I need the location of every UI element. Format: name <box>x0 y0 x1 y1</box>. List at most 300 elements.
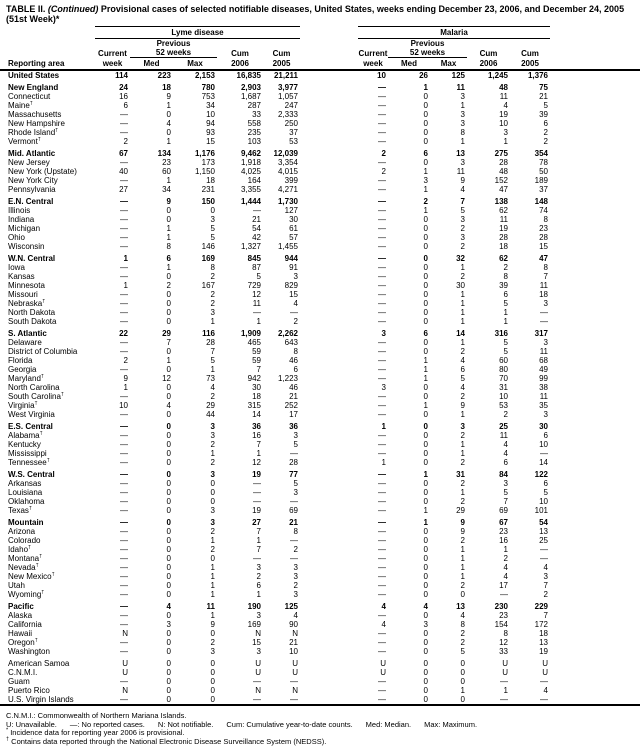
value-cell: 5 <box>210 356 215 365</box>
column-spacer <box>300 263 358 272</box>
lyme-52-weeks-label: 52 weeks <box>130 48 217 58</box>
reporting-area-cell: Kentucky <box>8 440 41 449</box>
value-cell: 1 <box>166 176 171 185</box>
value-cell: 0 <box>166 110 171 119</box>
table-row <box>0 506 640 515</box>
value-cell: 3 <box>543 299 548 308</box>
column-spacer <box>300 695 358 704</box>
value-cell: 2 <box>503 410 508 419</box>
value-cell: 17 <box>499 581 508 590</box>
reporting-area-cell: Missouri <box>8 290 38 299</box>
value-cell: 29 <box>456 506 465 515</box>
malaria-current-label: Current <box>358 48 388 58</box>
value-cell: 1 <box>210 449 215 458</box>
value-cell: 53 <box>289 137 298 146</box>
value-cell: 7 <box>256 545 261 554</box>
group-header-row <box>0 27 640 39</box>
value-cell: 167 <box>201 281 215 290</box>
table-row <box>0 272 640 281</box>
value-cell: 34 <box>206 101 215 110</box>
value-cell: U <box>380 659 386 668</box>
value-cell: 0 <box>423 488 428 497</box>
value-cell: 317 <box>534 329 548 338</box>
column-spacer <box>300 206 358 215</box>
value-cell: 46 <box>289 383 298 392</box>
value-cell: 0 <box>423 563 428 572</box>
value-cell: 154 <box>494 620 508 629</box>
value-cell: 8 <box>210 263 215 272</box>
value-cell: 10 <box>499 392 508 401</box>
notifiable-diseases-table <box>0 26 640 706</box>
right-margin-cell <box>550 110 640 119</box>
reporting-area-cell: Texas† <box>8 506 32 515</box>
column-spacer <box>300 479 358 488</box>
right-margin-cell <box>550 215 640 224</box>
value-cell: 28 <box>499 233 508 242</box>
value-cell: 19 <box>252 470 261 479</box>
value-cell: 1 <box>423 518 428 527</box>
value-cell: 3 <box>460 215 465 224</box>
value-cell: — <box>378 206 386 215</box>
value-cell: 125 <box>284 602 298 611</box>
value-cell: 1 <box>210 611 215 620</box>
value-cell: 3 <box>256 563 261 572</box>
lyme-cum-2005-label: Cum <box>272 48 291 58</box>
reporting-area-cell: West Virginia <box>8 410 55 419</box>
reporting-area-cell: North Dakota <box>8 308 56 317</box>
value-cell: 25 <box>499 422 508 431</box>
value-cell: 2,333 <box>277 110 298 119</box>
table-row <box>0 422 640 431</box>
value-cell: 4 <box>166 602 171 611</box>
table-row <box>0 254 640 263</box>
value-cell: 0 <box>210 686 215 695</box>
right-margin-cell <box>550 545 640 554</box>
value-cell: — <box>253 695 261 704</box>
value-cell: 19 <box>252 506 261 515</box>
value-cell: 54 <box>539 518 548 527</box>
value-cell: 6 <box>123 101 128 110</box>
value-cell: — <box>378 224 386 233</box>
column-spacer <box>300 440 358 449</box>
value-cell: 3 <box>210 647 215 656</box>
value-cell: 7 <box>210 347 215 356</box>
table-row <box>0 308 640 317</box>
value-cell: 0 <box>423 695 428 704</box>
dagger-marker: † <box>34 638 38 644</box>
value-cell: 315 <box>247 401 261 410</box>
value-cell: — <box>378 263 386 272</box>
column-spacer <box>300 506 358 515</box>
right-margin-cell <box>550 338 640 347</box>
table-row <box>0 611 640 620</box>
column-spacer <box>300 299 358 308</box>
value-cell: 2,262 <box>277 329 298 338</box>
reporting-area-cell: American Samoa <box>8 659 70 668</box>
value-cell: 0 <box>423 431 428 440</box>
value-cell: 2 <box>256 572 261 581</box>
value-cell: 29 <box>206 401 215 410</box>
table-row <box>0 518 640 527</box>
footnotes <box>0 706 640 746</box>
table-row <box>0 128 640 137</box>
dagger-marker: † <box>37 137 41 143</box>
reporting-area-cell: E.N. Central <box>8 197 54 206</box>
column-spacer <box>300 554 358 563</box>
value-cell: 1 <box>381 422 386 431</box>
value-cell: 169 <box>201 254 215 263</box>
right-margin-cell <box>550 383 640 392</box>
table-row <box>0 401 640 410</box>
value-cell: 77 <box>289 470 298 479</box>
reporting-area-cell: New York (Upstate) <box>8 167 77 176</box>
value-cell: 0 <box>423 242 428 251</box>
value-cell: 27 <box>252 518 261 527</box>
value-cell: 8 <box>543 263 548 272</box>
value-cell: 0 <box>166 365 171 374</box>
table-row <box>0 215 640 224</box>
value-cell: 1,245 <box>487 71 508 80</box>
right-margin-cell <box>550 158 640 167</box>
value-cell: 2 <box>210 527 215 536</box>
value-cell: 780 <box>201 83 215 92</box>
value-cell: 3 <box>381 383 386 392</box>
value-cell: 7 <box>543 272 548 281</box>
value-cell: 84 <box>499 470 508 479</box>
value-cell: 0 <box>423 458 428 467</box>
value-cell: 1 <box>256 449 261 458</box>
value-cell: 2 <box>210 440 215 449</box>
value-cell: 1 <box>166 101 171 110</box>
value-cell: 3 <box>293 488 298 497</box>
value-cell: 28 <box>499 158 508 167</box>
value-cell: — <box>378 233 386 242</box>
value-cell: — <box>378 347 386 356</box>
value-cell: 6 <box>503 290 508 299</box>
column-spacer <box>300 572 358 581</box>
value-cell: — <box>290 497 298 506</box>
value-cell: 2 <box>460 347 465 356</box>
table-body <box>0 71 640 704</box>
value-cell: 0 <box>166 317 171 326</box>
reporting-area-cell: Arkansas <box>8 479 42 488</box>
right-margin-cell <box>550 254 640 263</box>
column-spacer <box>300 215 358 224</box>
value-cell: 1 <box>256 536 261 545</box>
value-cell: 1 <box>123 383 128 392</box>
value-cell: 3 <box>166 620 171 629</box>
value-cell: — <box>120 470 128 479</box>
table-row <box>0 563 640 572</box>
right-margin-cell <box>550 410 640 419</box>
reporting-area-cell: Arizona <box>8 527 36 536</box>
right-margin-cell <box>550 224 640 233</box>
value-cell: 944 <box>284 254 298 263</box>
table-title <box>0 0 640 24</box>
value-cell: 2 <box>543 590 548 599</box>
value-cell: 0 <box>423 440 428 449</box>
lyme-disease-group-header: Lyme disease <box>95 27 300 39</box>
right-margin-cell <box>550 638 640 647</box>
value-cell: 316 <box>494 329 508 338</box>
value-cell: 60 <box>162 167 171 176</box>
value-cell: 2 <box>381 149 386 158</box>
value-cell: 150 <box>201 197 215 206</box>
value-cell: 46 <box>289 356 298 365</box>
column-spacer <box>300 668 358 677</box>
value-cell: 0 <box>166 629 171 638</box>
value-cell: 8 <box>503 272 508 281</box>
value-cell: — <box>120 215 128 224</box>
reporting-area-cell: Louisiana <box>8 488 43 497</box>
value-cell: 0 <box>423 581 428 590</box>
value-cell: 23 <box>539 224 548 233</box>
value-cell: — <box>253 554 261 563</box>
value-cell: — <box>378 686 386 695</box>
value-cell: 13 <box>539 638 548 647</box>
column-spacer <box>300 686 358 695</box>
value-cell: 80 <box>499 365 508 374</box>
right-margin-cell <box>550 299 640 308</box>
value-cell: 0 <box>166 695 171 704</box>
reporting-area-cell: New England <box>8 83 59 92</box>
column-spacer <box>300 581 358 590</box>
value-cell: — <box>540 677 548 686</box>
value-cell: 230 <box>494 602 508 611</box>
column-spacer <box>300 365 358 374</box>
value-cell: 16 <box>252 431 261 440</box>
value-cell: 7 <box>543 611 548 620</box>
value-cell: 99 <box>539 374 548 383</box>
value-cell: 1,687 <box>240 92 261 101</box>
value-cell: 729 <box>247 281 261 290</box>
value-cell: 8 <box>503 629 508 638</box>
value-cell: — <box>120 620 128 629</box>
footnote-cnmi: C.N.M.I.: Commonwealth of Northern Mariana Islands. <box>6 711 187 720</box>
value-cell: 1 <box>460 338 465 347</box>
value-cell: 16 <box>119 92 128 101</box>
column-spacer <box>300 149 358 158</box>
value-cell: — <box>378 431 386 440</box>
value-cell: 2,153 <box>194 71 215 80</box>
value-cell: — <box>378 527 386 536</box>
right-margin-cell <box>550 233 640 242</box>
column-spacer <box>300 185 358 194</box>
dagger-marker: † <box>51 572 55 578</box>
value-cell: 9 <box>166 197 171 206</box>
value-cell: 0 <box>166 458 171 467</box>
right-margin-cell <box>550 497 640 506</box>
reporting-area-cell: Delaware <box>8 338 42 347</box>
value-cell: 62 <box>499 206 508 215</box>
value-cell: 1 <box>210 365 215 374</box>
table-row <box>0 158 640 167</box>
value-cell: — <box>540 554 548 563</box>
table-row <box>0 197 640 206</box>
reporting-area-cell: Mountain <box>8 518 44 527</box>
reporting-area-cell: Tennessee† <box>8 458 50 467</box>
value-cell: 1 <box>423 167 428 176</box>
value-cell: 6 <box>423 329 428 338</box>
table-row <box>0 668 640 677</box>
right-margin-cell <box>550 563 640 572</box>
value-cell: 5 <box>293 440 298 449</box>
column-spacer <box>300 137 358 146</box>
value-cell: 275 <box>494 149 508 158</box>
right-margin-cell <box>550 620 640 629</box>
legend-not-notifiable: N: Not notifiable. <box>157 719 214 729</box>
malaria-2006-label: 2006 <box>479 59 498 68</box>
value-cell: 3 <box>460 92 465 101</box>
value-cell: 1 <box>423 356 428 365</box>
legend-no-reported-cases: —: No reported cases. <box>69 719 145 729</box>
value-cell: 0 <box>166 383 171 392</box>
value-cell: — <box>378 83 386 92</box>
value-cell: 39 <box>499 281 508 290</box>
value-cell: 10 <box>377 71 386 80</box>
value-cell: 7 <box>256 440 261 449</box>
value-cell: — <box>378 536 386 545</box>
value-cell: 11 <box>539 347 548 356</box>
column-spacer <box>300 647 358 656</box>
value-cell: 1,176 <box>194 149 215 158</box>
reporting-area-cell: Guam <box>8 677 30 686</box>
value-cell: 0 <box>210 497 215 506</box>
value-cell: 21,211 <box>273 71 298 80</box>
lyme-max-label: Max <box>187 59 203 68</box>
value-cell: — <box>378 92 386 101</box>
right-margin-cell <box>550 401 640 410</box>
column-spacer <box>300 110 358 119</box>
right-margin-cell <box>550 479 640 488</box>
value-cell: 0 <box>423 101 428 110</box>
table-row <box>0 83 640 92</box>
value-cell: 0 <box>423 590 428 599</box>
value-cell: — <box>120 110 128 119</box>
reporting-area-cell: Hawaii <box>8 629 33 638</box>
reporting-area-header: Reporting area <box>8 59 65 68</box>
value-cell: 32 <box>456 254 465 263</box>
reporting-area-cell: Illinois <box>8 206 31 215</box>
column-spacer <box>300 659 358 668</box>
value-cell: 101 <box>534 506 548 515</box>
column-spacer <box>300 470 358 479</box>
value-cell: — <box>120 338 128 347</box>
table-row <box>0 101 640 110</box>
reporting-area-cell: United States <box>8 71 60 80</box>
value-cell: — <box>378 242 386 251</box>
table-row <box>0 440 640 449</box>
value-cell: 1 <box>460 410 465 419</box>
value-cell: 0 <box>166 347 171 356</box>
value-cell: 2 <box>460 497 465 506</box>
value-cell: 1 <box>460 101 465 110</box>
value-cell: — <box>120 308 128 317</box>
value-cell: 33 <box>252 110 261 119</box>
right-margin-cell <box>550 611 640 620</box>
value-cell: 0 <box>423 254 428 263</box>
column-spacer <box>300 338 358 347</box>
title-text: Provisional cases of selected notifiable diseases, United States, weeks ending December 23, 2006, and December 24, 2005 (51st Week)* <box>6 4 625 24</box>
value-cell: — <box>378 158 386 167</box>
value-cell: 1 <box>210 590 215 599</box>
value-cell: — <box>378 410 386 419</box>
value-cell: N <box>255 686 261 695</box>
value-cell: 4 <box>460 185 465 194</box>
value-cell: 0 <box>166 215 171 224</box>
value-cell: 18 <box>539 629 548 638</box>
reporting-area-cell: Georgia <box>8 365 37 374</box>
value-cell: 8 <box>166 242 171 251</box>
value-cell: 1 <box>460 263 465 272</box>
value-cell: 36 <box>252 422 261 431</box>
value-cell: 172 <box>534 620 548 629</box>
value-cell: — <box>120 317 128 326</box>
value-cell: 122 <box>534 470 548 479</box>
value-cell: 1 <box>460 308 465 317</box>
dagger-marker: † <box>55 128 59 134</box>
value-cell: 12 <box>499 638 508 647</box>
dagger-marker: † <box>39 554 43 560</box>
value-cell: — <box>378 317 386 326</box>
value-cell: — <box>120 581 128 590</box>
value-cell: 53 <box>499 401 508 410</box>
value-cell: 0 <box>210 659 215 668</box>
value-cell: — <box>540 308 548 317</box>
reporting-area-cell: Oregon† <box>8 638 38 647</box>
value-cell: 0 <box>166 581 171 590</box>
column-spacer <box>300 488 358 497</box>
value-cell: U <box>542 659 548 668</box>
malaria-max-label: Max <box>440 59 457 68</box>
value-cell: 5 <box>256 272 261 281</box>
table-row <box>0 536 640 545</box>
value-cell: 125 <box>451 71 465 80</box>
table-row <box>0 317 640 326</box>
reporting-area-cell: Mississippi <box>8 449 47 458</box>
value-cell: — <box>120 506 128 515</box>
right-margin-cell <box>550 329 640 338</box>
value-cell: 0 <box>166 554 171 563</box>
value-cell: 6 <box>293 365 298 374</box>
right-margin-cell <box>550 686 640 695</box>
value-cell: 0 <box>423 233 428 242</box>
table-row <box>0 479 640 488</box>
column-spacer <box>300 563 358 572</box>
value-cell: 90 <box>289 620 298 629</box>
value-cell: 11 <box>499 215 508 224</box>
value-cell: — <box>378 308 386 317</box>
value-cell: 6 <box>423 149 428 158</box>
value-cell: 12,039 <box>273 149 298 158</box>
value-cell: 5 <box>460 206 465 215</box>
value-cell: 18 <box>162 83 171 92</box>
value-cell: 3 <box>543 572 548 581</box>
value-cell: 5 <box>503 338 508 347</box>
column-spacer <box>300 401 358 410</box>
value-cell: — <box>378 401 386 410</box>
value-cell: — <box>120 176 128 185</box>
value-cell: 0 <box>423 128 428 137</box>
table-row <box>0 233 640 242</box>
value-cell: — <box>378 518 386 527</box>
value-cell: 6 <box>256 581 261 590</box>
value-cell: 1,455 <box>277 242 298 251</box>
value-cell: — <box>120 479 128 488</box>
right-margin-cell <box>550 458 640 467</box>
reporting-area-cell: Colorado <box>8 536 41 545</box>
value-cell: 3 <box>503 479 508 488</box>
